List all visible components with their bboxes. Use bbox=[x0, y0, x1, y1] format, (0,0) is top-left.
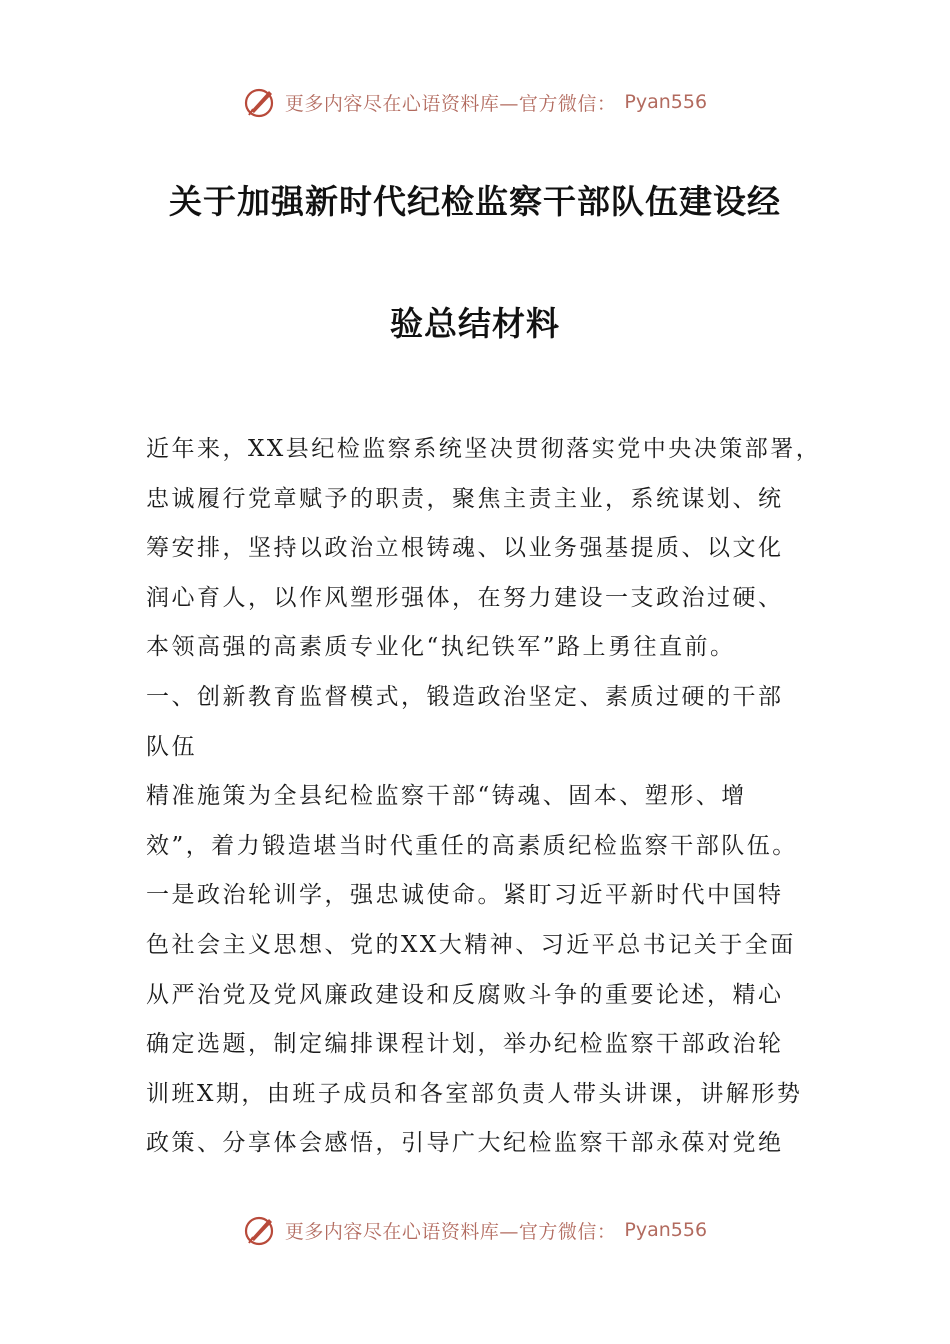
watermark-wechat-id: Pyan556 bbox=[624, 1219, 708, 1241]
body-line: 本领高强的高素质专业化“执纪铁军”路上勇往直前。 bbox=[146, 634, 736, 661]
document-title-line-2: 验总结材料 bbox=[390, 304, 560, 343]
quill-logo-icon bbox=[243, 1213, 277, 1247]
document-title-line-1: 关于加强新时代纪检监察干部队伍建设经 bbox=[169, 182, 781, 221]
body-line: 近年来，XX县纪检监察系统坚决贯彻落实党中央决策部署， bbox=[146, 436, 822, 462]
body-line: 润心育人，以作风塑形强体，在努力建设一支政治过硬、 bbox=[146, 584, 784, 611]
watermark-header bbox=[0, 82, 950, 122]
watermark-footer bbox=[0, 1210, 950, 1250]
section-heading: 队伍 bbox=[146, 733, 197, 760]
body-line: 训班X期，由班子成员和各室部负责人带头讲课，讲解形势 bbox=[146, 1080, 803, 1107]
body-line: 政策、分享体会感悟，引导广大纪检监察干部永葆对党绝 bbox=[146, 1130, 784, 1157]
document-body bbox=[146, 425, 822, 1169]
watermark-text: 更多内容尽在心语资料库—官方微信： bbox=[284, 1220, 617, 1243]
watermark-wechat-id: Pyan556 bbox=[624, 91, 708, 113]
body-line: 筹安排，坚持以政治立根铸魂、以业务强基提质、以文化 bbox=[146, 535, 784, 562]
body-line: 效”，着力锻造堪当时代重任的高素质纪检监察干部队伍。 bbox=[146, 832, 798, 859]
body-line: 确定选题，制定编排课程计划，举办纪检监察干部政治轮 bbox=[146, 1031, 784, 1058]
body-line: 从严治党及党风廉政建设和反腐败斗争的重要论述，精心 bbox=[146, 981, 784, 1008]
watermark-text: 更多内容尽在心语资料库—官方微信： bbox=[284, 92, 617, 115]
section-heading: 一、创新教育监督模式，锻造政治坚定、素质过硬的干部 bbox=[146, 683, 784, 710]
body-line: 色社会主义思想、党的XX大精神、习近平总书记关于全面 bbox=[146, 931, 796, 958]
quill-logo-icon bbox=[243, 85, 277, 119]
body-line: 精准施策为全县纪检监察干部“铸魂、固本、塑形、增 bbox=[146, 783, 747, 810]
body-line: 忠诚履行党章赋予的职责，聚焦主责主业，系统谋划、统 bbox=[146, 485, 784, 512]
body-line: 一是政治轮训学，强忠诚使命。紧盯习近平新时代中国特 bbox=[146, 882, 784, 909]
